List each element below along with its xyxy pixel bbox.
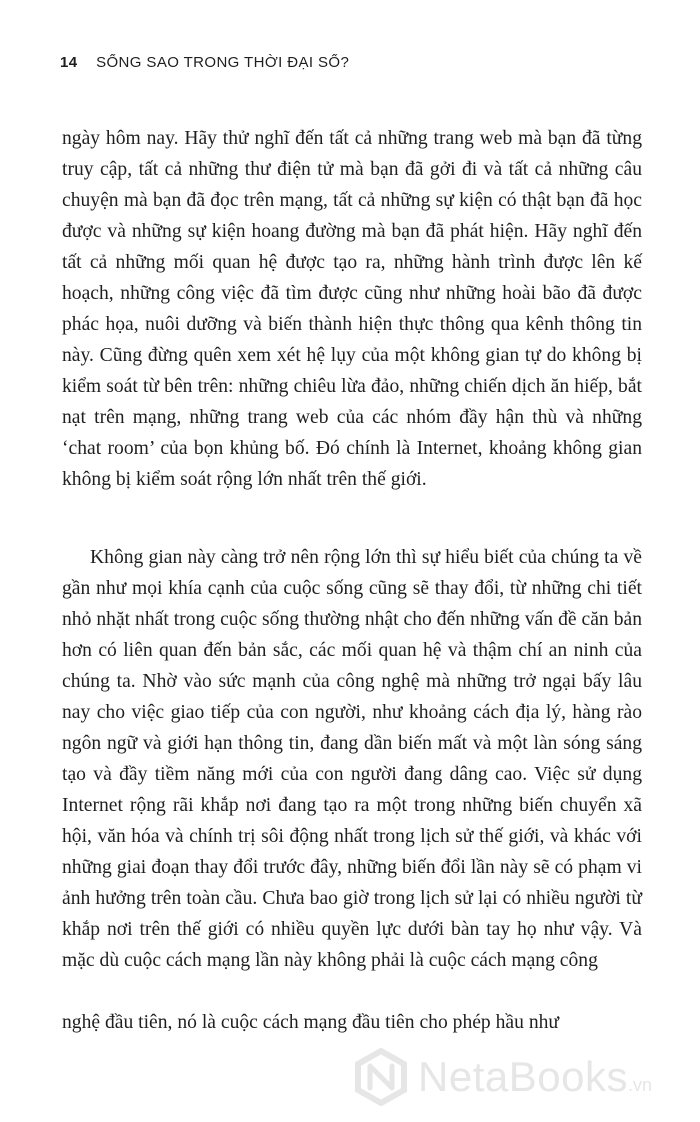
running-header: [60, 54, 660, 78]
paragraph-2: Không gian này càng trở nên rộng lớn thì sự hiểu biết của chúng ta về gần như mọi khía cạnh của cuộc sống cũng sẽ thay đổi, từ những chi tiết nhỏ nhặt nhất trong cuộc sống thường nhật cho đến những vấn đề căn bản hơn có liên quan đến bản sắc, các mối quan hệ và thậm chí an ninh của chúng ta. Nhờ vào sức mạnh của công nghệ mà những trở ngại bấy lâu nay cho việc giao tiếp của con người, như khoảng cách địa lý, hàng rào ngôn ngữ và giới hạn thông tin, đang dần biến mất và một làn sóng sáng tạo và đầy tiềm năng mới của con người đang dâng cao. Việc sử dụng Internet rộng rãi khắp nơi đang tạo ra một trong những biến chuyển xã hội, văn hóa và chính trị sôi động nhất trong lịch sử thế giới, và khác với những giai đoạn thay đổi trước đây, những biến đổi lần này sẽ có phạm vi ảnh hưởng trên toàn cầu. Chưa bao giờ trong lịch sử lại có nhiều người từ khắp nơi trên thế giới có nhiều quyền lực dưới bàn tay họ như vậy. Và mặc dù cuộc cách mạng lần này không phải là cuộc cách mạng công: [62, 547, 642, 971]
page-number: 14: [60, 54, 78, 71]
watermark-domain-suffix: .vn: [627, 1075, 652, 1095]
watermark-brand: [418, 1053, 652, 1100]
watermark: [352, 1048, 652, 1106]
watermark-brand-name: NetaBooks: [418, 1053, 628, 1100]
paragraph-1: ngày hôm nay. Hãy thử nghĩ đến tất cả những trang web mà bạn đã từng truy cập, tất cả những thư điện tử mà bạn đã gởi đi và tất cả những câu chuyện mà bạn đã đọc trên mạng, tất cả những sự kiện có thật bạn đã học được và những sự kiện hoang đường mà bạn đã phát hiện. Hãy nghĩ đến tất cả những mối quan hệ được tạo ra, những hành trình được lên kế hoạch, những công việc đã tìm được cũng như những hoài bão đã được phác họa, nuôi dưỡng và biến thành hiện thực thông qua kênh thông tin này. Cũng đừng quên xem xét hệ lụy của một không gian tự do không bị kiểm soát từ bên trên: những chiêu lừa đảo, những chiến dịch ăn hiếp, bắt nạt trên mạng, những trang web của các nhóm đầy hận thù và những ‘chat room’ của bọn khủng bố. Đó chính là Internet, khoảng không gian không bị kiểm soát rộng lớn nhất trên thế giới.: [62, 128, 642, 490]
running-title: SỐNG SAO TRONG THỜI ĐẠI SỐ?: [96, 54, 350, 71]
netabooks-logo-icon: [352, 1048, 410, 1106]
paragraph-2-last-line: nghệ đầu tiên, nó là cuộc cách mạng đầu tiên cho phép hầu như: [62, 1012, 560, 1033]
